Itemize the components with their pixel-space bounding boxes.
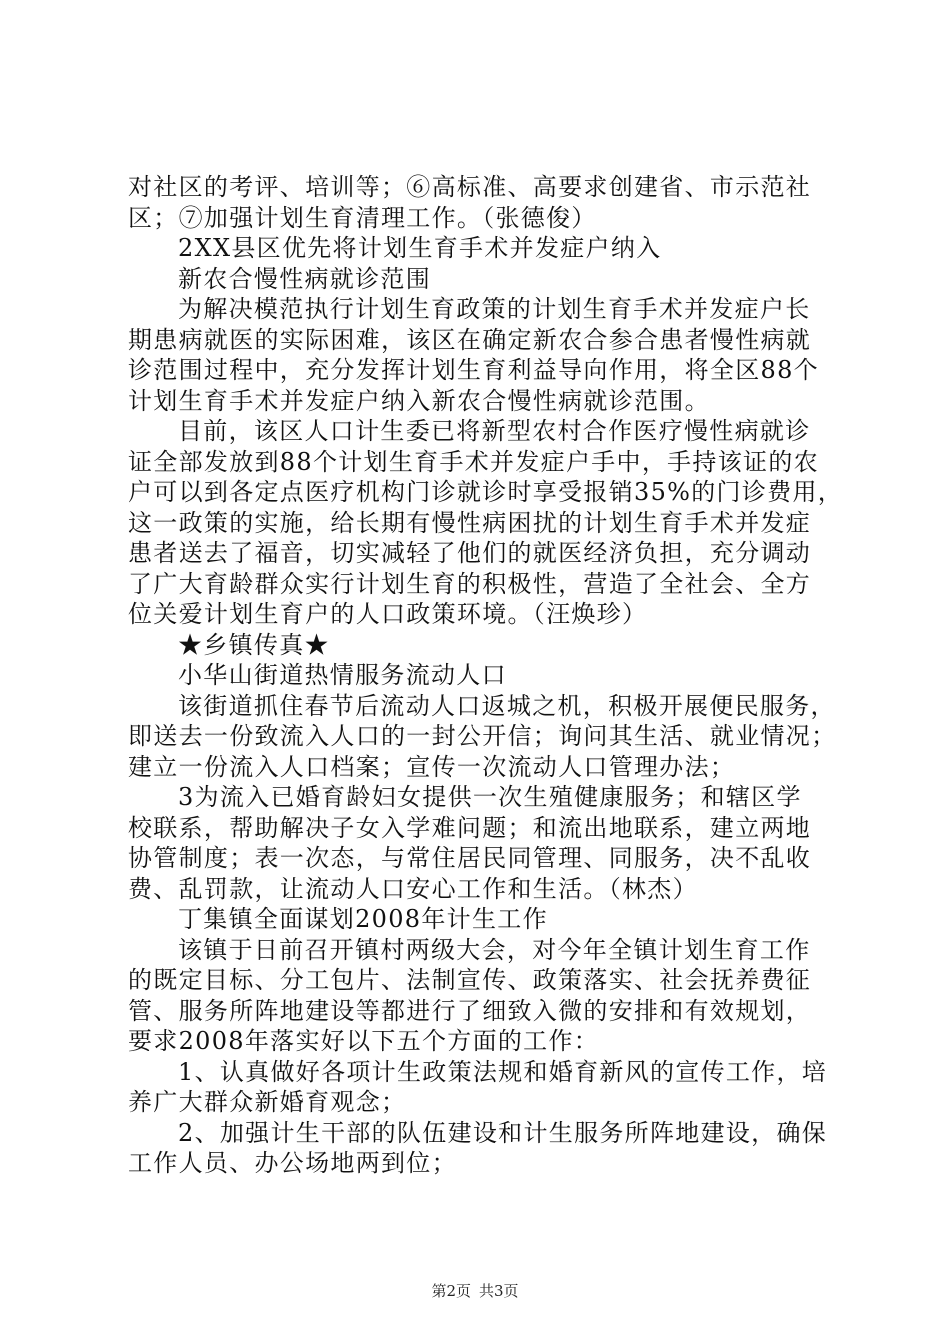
page-number: 第2页 <box>431 1282 471 1300</box>
text-line: 的既定目标、分工包片、法制宣传、政策落实、社会抚养费征 <box>128 966 812 994</box>
text-line: 该镇于日前召开镇村两级大会，对今年全镇计划生育工作 <box>178 935 811 964</box>
section-heading: 2XX县区优先将计划生育手术并发症户纳入 <box>178 234 662 262</box>
text-line: 诊范围过程中，充分发挥计划生育利益导向作用，将全区88个 <box>128 356 819 384</box>
list-item: 工作人员、办公场地两到位； <box>128 1149 457 1177</box>
text-line: 要求2008年落实好以下五个方面的工作： <box>128 1027 600 1055</box>
text-line: 管、服务所阵地建设等都进行了细致入微的安排和有效规划， <box>128 996 812 1025</box>
text-line: 费、乱罚款，让流动人口安心工作和生活。（林杰） <box>128 874 698 903</box>
text-line: 3为流入已婚育龄妇女提供一次生殖健康服务；和辖区学 <box>178 783 802 811</box>
text-line: 计划生育手术并发症户纳入新农合慢性病就诊范围。 <box>128 386 710 415</box>
text-line: 了广大育龄群众实行计划生育的积极性，营造了全社会、全方 <box>128 569 812 598</box>
section-heading: 新农合慢性病就诊范围 <box>178 264 431 293</box>
text-line: 户可以到各定点医疗机构门诊就诊时享受报销35%的门诊费用， <box>128 478 844 506</box>
text-line: 目前，该区人口计生委已将新型农村合作医疗慢性病就诊 <box>178 417 811 445</box>
text-line: 患者送去了福音，切实减轻了他们的就医经济负担，充分调动 <box>128 539 812 567</box>
list-item: 养广大群众新婚育观念； <box>128 1088 407 1116</box>
page-total: 共3页 <box>479 1282 519 1300</box>
text-line: 对社区的考评、培训等；⑥高标准、高要求创建省、市示范社 <box>128 173 812 201</box>
text-line: 区；⑦加强计划生育清理工作。（张德俊） <box>128 203 597 232</box>
section-heading: 小华山街道热情服务流动人口 <box>178 661 507 689</box>
document-body <box>128 172 844 1179</box>
text-line: 为解决模范执行计划生育政策的计划生育手术并发症户长 <box>178 295 811 323</box>
section-heading: 丁集镇全面谋划2008年计生工作 <box>178 905 548 933</box>
text-line: 期患病就医的实际困难，该区在确定新农合参合患者慢性病就 <box>128 325 812 354</box>
text-line: 证全部发放到88个计划生育手术并发症户手中，手持该证的农 <box>128 447 819 476</box>
list-item: 1、认真做好各项计生政策法规和婚育新风的宣传工作，培 <box>178 1057 828 1086</box>
section-marker: ★乡镇传真★ <box>178 630 330 659</box>
text-line: 该街道抓住春节后流动人口返城之机，积极开展便民服务， <box>178 691 836 720</box>
text-line: 即送去一份致流入人口的一封公开信；询问其生活、就业情况； <box>128 722 837 750</box>
text-line: 位关爱计划生育户的人口政策环境。（汪焕珍） <box>128 600 648 628</box>
list-item: 2、加强计生干部的队伍建设和计生服务所阵地建设，确保 <box>178 1118 828 1147</box>
page-footer <box>0 1281 950 1301</box>
text-line: 这一政策的实施，给长期有慢性病困扰的计划生育手术并发症 <box>128 508 812 537</box>
text-line: 协管制度；表一次态，与常住居民同管理、同服务，决不乱收 <box>128 844 812 872</box>
text-line: 建立一份流入人口档案；宣传一次流动人口管理办法； <box>128 752 736 781</box>
text-line: 校联系，帮助解决子女入学难问题；和流出地联系，建立两地 <box>128 813 812 842</box>
